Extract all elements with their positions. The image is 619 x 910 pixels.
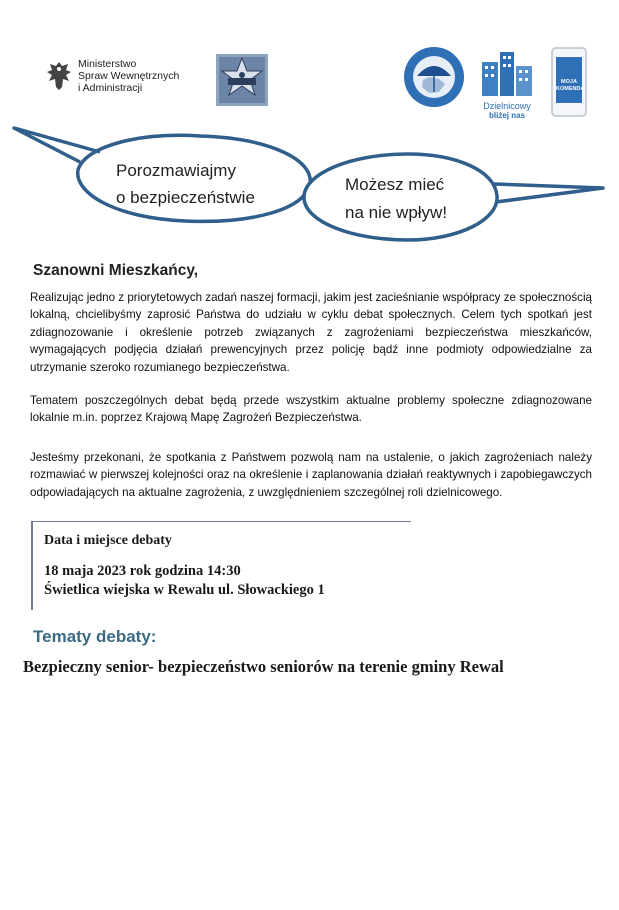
debate-date: 18 maja 2023 rok godzina 14:30 <box>44 563 241 579</box>
right-speech-bubble <box>304 154 603 240</box>
safety-umbrella-logo-icon <box>403 46 465 108</box>
ministry-line: i Administracji <box>78 82 143 94</box>
ministry-logo <box>46 58 179 94</box>
left-bubble-line2: o bezpieczeństwie <box>116 188 255 207</box>
speech-bubbles <box>0 118 619 258</box>
phone-screen <box>556 57 585 103</box>
letter-paragraph: Tematem poszczególnych debat będą przede wszystkim aktualne problemy społeczne zdiagnozowane lokalnie m.in. poprzez Krajową Mapę Zagrożeń Bezpieczeństwa. <box>30 394 592 425</box>
salutation: Szanowni Mieszkańcy, <box>33 262 199 279</box>
police-star-icon <box>216 54 268 106</box>
debate-place: Świetlica wiejska w Rewalu ul. Słowackiego 1 <box>44 582 325 598</box>
debate-info-title: Data i miejsce debaty <box>44 533 172 548</box>
app-logo-line1: MOJA <box>561 79 577 85</box>
moja-komenda-app-logo <box>551 47 587 117</box>
letter-paragraph: Realizując jedno z priorytetowych zadań naszej formacji, jakim jest zacieśnianie współpracy ze społecznością lokalną, chcielibyśmy zaprosić Państwa do udziału w cyklu debat społecznych. Celem tych spotkań jest zdiagnozowanie i określenie potrzeb związanych z zagrożeniami bezpieczeństwa mieszkańców, wymagających podjęcia działań prewencyjnych przez policję bądź inne podmioty odpowiedzialne za utrzymanie szeroko rozumianego bezpieczeństwa. <box>30 291 592 374</box>
ministry-line: Spraw Wewnętrznych <box>78 70 180 82</box>
ministry-name <box>78 58 179 94</box>
buildings-icon <box>478 50 536 96</box>
topics-title: Tematy debaty: <box>33 627 157 646</box>
letter-paragraph: Jesteśmy przekonani, że spotkania z Państwem pozwolą nam na ustalenie, o jakich zagrożeniach należy rozmawiać w pierwszej kolejności oraz na określenie i zaplanowania działań reaktywnych i zapobiegawczych odpowiadających na aktualne zagrożenia, z uwzględnieniem szczególnej roli dzielnicowego. <box>30 451 592 499</box>
ministry-line: Ministerstwo <box>78 58 137 70</box>
left-bubble-line1: Porozmawiajmy <box>116 161 236 180</box>
dzielnicowy-logo <box>478 50 536 120</box>
dzielnicowy-logo-line1: Dzielnicowy <box>483 101 531 111</box>
topic-item: Bezpieczny senior- bezpieczeństwo seniorów na terenie gminy Rewal <box>23 657 504 676</box>
eagle-emblem-icon <box>46 60 72 92</box>
dzielnicowy-logo-line2: bliżej nas <box>488 111 525 120</box>
right-bubble-line1: Możesz mieć <box>345 175 445 194</box>
app-logo-line2: KOMENDA <box>556 86 585 92</box>
right-bubble-line2: na nie wpływ! <box>345 203 448 222</box>
